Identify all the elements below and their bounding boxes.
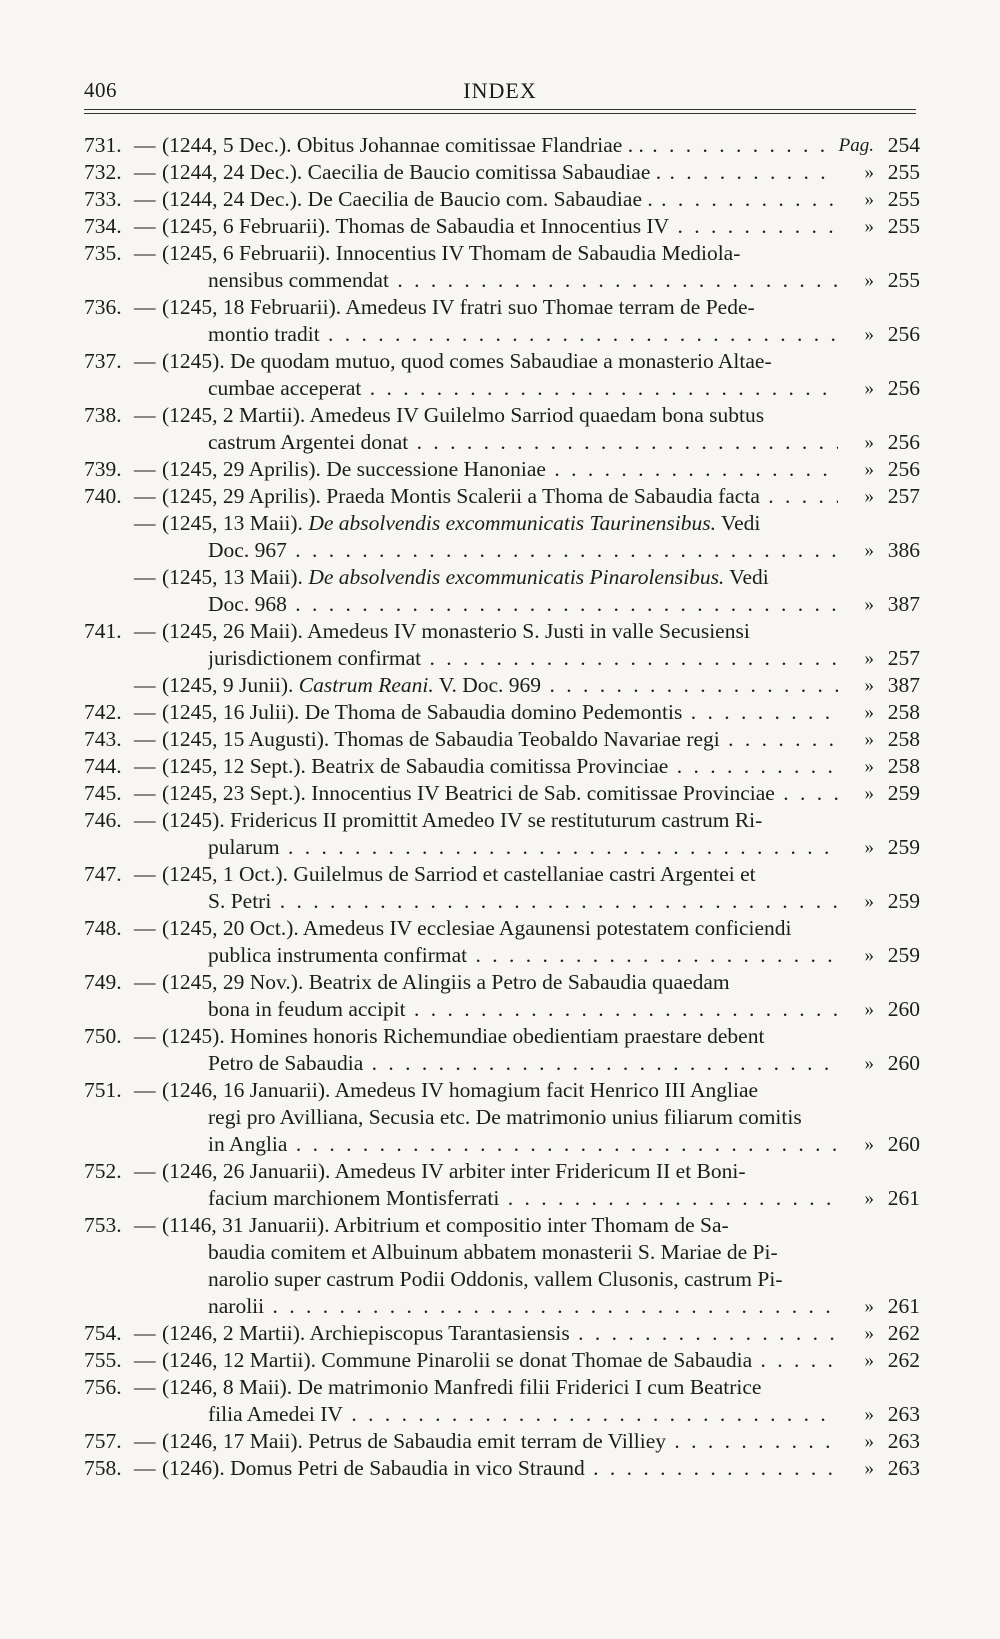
entry-dash: —: [134, 403, 156, 427]
index-entry: [84, 807, 920, 861]
entry-text: (1245, 26 Maii). Amedeus IV monasterio S. Justi in valle Secusiensi: [162, 619, 750, 643]
page-reference: 256: [887, 430, 920, 454]
entry-text: (1245). De quodam mutuo, quod comes Sabaudiae a monasterio Altae-: [162, 349, 772, 373]
entry-text: (1245, 2 Martii). Amedeus IV Guilelmo Sarriod quaedam bona subtus: [162, 403, 765, 427]
entry-text: filia Amedei IV . . .: [208, 1401, 838, 1428]
entry-line: [84, 726, 920, 753]
entry-number: 757.: [84, 1429, 122, 1453]
page-reference: 255: [887, 214, 920, 238]
entry-line: [84, 699, 920, 726]
page-ref-marker: »: [864, 1350, 874, 1371]
page-ref-marker: »: [864, 1188, 874, 1209]
entry-text: (1244, 24 Dec.). Caecilia de Baucio comitissa Sabaudiae . . . .: [162, 159, 838, 186]
entry-text: narolii . . .: [208, 1293, 838, 1320]
entry-text: (1244, 5 Dec.). Obitus Johannae comitissae Flandriae . . . . .: [162, 132, 838, 159]
page-ref-marker: »: [864, 432, 874, 453]
running-head: INDEX: [463, 78, 537, 103]
page-ref-marker: »: [864, 648, 874, 669]
entry-text: (1245, 16 Julii). De Thoma de Sabaudia domino Pedemontis . . .: [162, 699, 838, 726]
entry-text: narolio super castrum Podii Oddonis, vallem Clusonis, castrum Pi-: [208, 1267, 783, 1291]
index-entry: [84, 1455, 920, 1482]
index-entry: [84, 1023, 920, 1077]
entry-number: 758.: [84, 1456, 122, 1480]
entry-text: (1146, 31 Januarii). Arbitrium et compositio inter Thomam de Sa-: [162, 1213, 729, 1237]
page-reference: 255: [887, 187, 920, 211]
page-reference: 257: [887, 646, 920, 670]
entry-line: [84, 1266, 920, 1293]
entry-dash: —: [134, 673, 156, 697]
entry-text: (1245, 6 Februarii). Innocentius IV Thomam de Sabaudia Mediola-: [162, 241, 741, 265]
entry-dash: —: [134, 1429, 156, 1453]
entry-line: [84, 402, 920, 429]
page-ref-marker: »: [864, 945, 874, 966]
page-ref-marker: »: [864, 756, 874, 777]
page-reference: 262: [887, 1348, 920, 1372]
entry-text: (1245, 9 Junii). Castrum Reani. V. Doc. 969 . . .: [162, 672, 838, 699]
entry-line: [84, 132, 920, 159]
entry-number: 750.: [84, 1024, 122, 1048]
entry-text: montio tradit . . .: [208, 321, 838, 348]
page-ref-marker: »: [864, 189, 874, 210]
page-reference: 256: [887, 322, 920, 346]
entry-line: [84, 213, 920, 240]
entry-dash: —: [134, 1159, 156, 1183]
page-reference: 258: [887, 754, 920, 778]
page-ref-marker: »: [864, 1431, 874, 1452]
page-ref-marker: »: [864, 1323, 874, 1344]
entry-number: 732.: [84, 160, 122, 184]
entry-dash: —: [134, 1213, 156, 1237]
index-entry: [84, 753, 920, 780]
entry-line: [84, 483, 920, 510]
page-ref-marker: »: [864, 270, 874, 291]
index-entry: [84, 618, 920, 672]
entry-text: (1244, 24 Dec.). De Caecilia de Baucio com. Sabaudiae . . . .: [162, 186, 838, 213]
entry-line: [84, 186, 920, 213]
page-ref-marker: »: [864, 162, 874, 183]
entry-line: [84, 294, 920, 321]
entry-dash: —: [134, 1348, 156, 1372]
index-entry: [84, 726, 920, 753]
header-rule-thin: [84, 113, 916, 114]
entry-text: (1246, 26 Januarii). Amedeus IV arbiter inter Fridericum II et Boni-: [162, 1159, 746, 1183]
page-reference: 259: [887, 943, 920, 967]
entry-text: (1245, 29 Nov.). Beatrix de Alingiis a Petro de Sabaudia quaedam: [162, 970, 730, 994]
index-entry: [84, 699, 920, 726]
entry-number: 752.: [84, 1159, 122, 1183]
page-reference: 259: [887, 889, 920, 913]
page-reference: 261: [887, 1294, 920, 1318]
index-entry: [84, 159, 920, 186]
entry-line: [84, 348, 920, 375]
entry-text: (1246). Domus Petri de Sabaudia in vico Straund . . .: [162, 1455, 838, 1482]
entry-text: (1245, 29 Aprilis). Praeda Montis Scalerii a Thoma de Sabaudia facta . . .: [162, 483, 838, 510]
entry-dash: —: [134, 619, 156, 643]
entry-line: [84, 564, 920, 591]
entry-dash: —: [134, 916, 156, 940]
entry-text: (1245, 13 Maii). De absolvendis excommunicatis Taurinensibus. Vedi: [162, 511, 761, 535]
entry-text: Doc. 968 . . .: [208, 591, 838, 618]
header-rule: [84, 109, 916, 110]
entry-number: 755.: [84, 1348, 122, 1372]
index-entry: [84, 1347, 920, 1374]
index-entry: [84, 294, 920, 348]
index-entry: [84, 672, 920, 699]
entry-line: [84, 1212, 920, 1239]
entry-line: [84, 942, 920, 969]
entry-number: 746.: [84, 808, 122, 832]
page-reference: 259: [887, 835, 920, 859]
entry-line: [84, 1185, 920, 1212]
entry-dash: —: [134, 457, 156, 481]
page-reference: 262: [887, 1321, 920, 1345]
page-ref-marker: »: [864, 999, 874, 1020]
page-ref-marker: »: [864, 837, 874, 858]
entry-text: castrum Argentei donat . . .: [208, 429, 838, 456]
page-reference: 260: [887, 1132, 920, 1156]
entry-number: 749.: [84, 970, 122, 994]
page-reference: 257: [887, 484, 920, 508]
entry-line: [84, 159, 920, 186]
entry-text: (1246, 2 Martii). Archiepiscopus Tarantasiensis . . .: [162, 1320, 838, 1347]
entry-number: 737.: [84, 349, 122, 373]
entry-line: [84, 1158, 920, 1185]
entry-text: publica instrumenta confirmat . . .: [208, 942, 838, 969]
entry-line: [84, 1455, 920, 1482]
entry-text: (1245, 1 Oct.). Guilelmus de Sarriod et castellaniae castri Argentei et: [162, 862, 756, 886]
entry-dash: —: [134, 700, 156, 724]
entry-dash: —: [134, 754, 156, 778]
entry-number: 753.: [84, 1213, 122, 1237]
entry-dash: —: [134, 1375, 156, 1399]
index-entries: [84, 132, 920, 1482]
page-ref-marker: »: [864, 486, 874, 507]
entry-line: [84, 969, 920, 996]
entry-dash: —: [134, 349, 156, 373]
index-entry: [84, 1077, 920, 1158]
page-reference: 258: [887, 700, 920, 724]
page-ref-marker: »: [864, 1134, 874, 1155]
entry-dash: —: [134, 727, 156, 751]
entry-dash: —: [134, 1321, 156, 1345]
entry-text: (1246, 17 Maii). Petrus de Sabaudia emit terram de Villiey . . .: [162, 1428, 838, 1455]
index-entry: [84, 1320, 920, 1347]
page-reference: 387: [887, 673, 920, 697]
entry-number: 743.: [84, 727, 122, 751]
entry-line: [84, 1050, 920, 1077]
index-entry: [84, 1428, 920, 1455]
page-ref-marker: »: [864, 1053, 874, 1074]
entry-line: [84, 861, 920, 888]
entry-line: [84, 1131, 920, 1158]
index-entry: [84, 213, 920, 240]
entry-number: 754.: [84, 1321, 122, 1345]
entry-dash: —: [134, 241, 156, 265]
page-reference: 255: [887, 268, 920, 292]
page-reference: 258: [887, 727, 920, 751]
entry-line: [84, 888, 920, 915]
page-ref-marker: Pag.: [838, 135, 874, 156]
page-reference: 260: [887, 997, 920, 1021]
entry-number: 736.: [84, 295, 122, 319]
entry-text: Doc. 967 . . .: [208, 537, 838, 564]
entry-number: 735.: [84, 241, 122, 265]
entry-number: 739.: [84, 457, 122, 481]
entry-line: [84, 807, 920, 834]
entry-text: regi pro Avilliana, Secusia etc. De matrimonio unius filiarum comitis: [208, 1105, 802, 1129]
entry-line: [84, 1374, 920, 1401]
page-reference: 386: [887, 538, 920, 562]
entry-text: (1245, 20 Oct.). Amedeus IV ecclesiae Agaunensi potestatem conficiendi: [162, 916, 792, 940]
entry-number: 744.: [84, 754, 122, 778]
index-entry: [84, 780, 920, 807]
page-ref-marker: »: [864, 1296, 874, 1317]
index-entry: [84, 132, 920, 159]
page-reference: 263: [887, 1429, 920, 1453]
entry-line: [84, 510, 920, 537]
entry-dash: —: [134, 160, 156, 184]
page-ref-marker: »: [864, 1458, 874, 1479]
index-entry: [84, 1374, 920, 1428]
page-reference: 387: [887, 592, 920, 616]
entry-dash: —: [134, 808, 156, 832]
entry-text: (1245, 15 Augusti). Thomas de Sabaudia Teobaldo Navariae regi . . .: [162, 726, 838, 753]
page-reference: 260: [887, 1051, 920, 1075]
entry-line: [84, 1023, 920, 1050]
entry-text: (1245, 29 Aprilis). De successione Hanoniae . . .: [162, 456, 838, 483]
entry-text: nensibus commendat . . .: [208, 267, 838, 294]
entry-text: (1246, 12 Martii). Commune Pinarolii se donat Thomae de Sabaudia . . .: [162, 1347, 838, 1374]
entry-text: in Anglia . . .: [208, 1131, 838, 1158]
index-entry: [84, 402, 920, 456]
page-ref-marker: »: [864, 594, 874, 615]
entry-dash: —: [134, 214, 156, 238]
entry-text: facium marchionem Montisferrati . . .: [208, 1185, 838, 1212]
entry-number: 740.: [84, 484, 122, 508]
entry-text: (1245, 13 Maii). De absolvendis excommunicatis Pinarolensibus. Vedi: [162, 565, 769, 589]
entry-line: [84, 996, 920, 1023]
entry-dash: —: [134, 484, 156, 508]
index-entry: [84, 348, 920, 402]
entry-dash: —: [134, 1024, 156, 1048]
page-reference: 259: [887, 781, 920, 805]
entry-text: (1245, 18 Februarii). Amedeus IV fratri suo Thomae terram de Pede-: [162, 295, 755, 319]
entry-text: jurisdictionem confirmat . . .: [208, 645, 838, 672]
entry-text: (1245, 23 Sept.). Innocentius IV Beatrici de Sab. comitissae Provinciae . . .: [162, 780, 838, 807]
page-ref-marker: »: [864, 729, 874, 750]
entry-text: S. Petri . . .: [208, 888, 838, 915]
entry-number: 747.: [84, 862, 122, 886]
entry-line: [84, 1293, 920, 1320]
entry-dash: —: [134, 565, 156, 589]
entry-line: [84, 240, 920, 267]
entry-dash: —: [134, 187, 156, 211]
index-entry: [84, 456, 920, 483]
index-entry: [84, 564, 920, 618]
page-reference: 263: [887, 1402, 920, 1426]
page-reference: 263: [887, 1456, 920, 1480]
index-entry: [84, 1212, 920, 1320]
entry-number: 733.: [84, 187, 122, 211]
page-ref-marker: »: [864, 459, 874, 480]
entry-text: bona in feudum accipit . . .: [208, 996, 838, 1023]
page-ref-marker: »: [864, 378, 874, 399]
entry-line: [84, 456, 920, 483]
entry-number: 731.: [84, 133, 122, 157]
entry-line: [84, 915, 920, 942]
entry-line: [84, 1401, 920, 1428]
entry-text: pularum . . .: [208, 834, 838, 861]
entry-number: 745.: [84, 781, 122, 805]
entry-number: 741.: [84, 619, 122, 643]
entry-text: (1245, 6 Februarii). Thomas de Sabaudia et Innocentius IV . . .: [162, 213, 838, 240]
page-reference: 261: [887, 1186, 920, 1210]
entry-dash: —: [134, 970, 156, 994]
page-ref-marker: »: [864, 540, 874, 561]
page-ref-marker: »: [864, 675, 874, 696]
entry-line: [84, 780, 920, 807]
page-ref-marker: »: [864, 702, 874, 723]
page-number: 406: [84, 78, 117, 102]
index-entry: [84, 1158, 920, 1212]
entry-line: [84, 267, 920, 294]
entry-line: [84, 645, 920, 672]
entry-dash: —: [134, 133, 156, 157]
entry-line: [84, 834, 920, 861]
entry-text: (1245). Fridericus II promittit Amedeo IV se restituturum castrum Ri-: [162, 808, 763, 832]
entry-number: 748.: [84, 916, 122, 940]
entry-number: 742.: [84, 700, 122, 724]
entry-number: 751.: [84, 1078, 122, 1102]
entry-dash: —: [134, 781, 156, 805]
page-ref-marker: »: [864, 891, 874, 912]
entry-number: 734.: [84, 214, 122, 238]
entry-line: [84, 1347, 920, 1374]
entry-dash: —: [134, 1078, 156, 1102]
entry-line: [84, 1104, 920, 1131]
page-reference: 255: [887, 160, 920, 184]
entry-line: [84, 753, 920, 780]
entry-line: [84, 591, 920, 618]
entry-line: [84, 618, 920, 645]
entry-dash: —: [134, 862, 156, 886]
entry-text: (1245). Homines honoris Richemundiae obedientiam praestare debent: [162, 1024, 765, 1048]
index-entry: [84, 186, 920, 213]
entry-text: cumbae acceperat . . .: [208, 375, 838, 402]
index-entry: [84, 510, 920, 564]
entry-line: [84, 1320, 920, 1347]
entry-dash: —: [134, 1456, 156, 1480]
entry-dash: —: [134, 295, 156, 319]
entry-line: [84, 1077, 920, 1104]
entry-number: 738.: [84, 403, 122, 427]
page-reference: 256: [887, 457, 920, 481]
entry-line: [84, 537, 920, 564]
entry-dash: —: [134, 511, 156, 535]
entry-line: [84, 672, 920, 699]
page-ref-marker: »: [864, 1404, 874, 1425]
index-entry: [84, 861, 920, 915]
entry-text: (1246, 16 Januarii). Amedeus IV homagium facit Henrico III Angliae: [162, 1078, 759, 1102]
entry-line: [84, 375, 920, 402]
index-entry: [84, 969, 920, 1023]
index-entry: [84, 240, 920, 294]
entry-line: [84, 321, 920, 348]
entry-number: 756.: [84, 1375, 122, 1399]
page-reference: 254: [887, 133, 920, 157]
index-entry: [84, 483, 920, 510]
page-ref-marker: »: [864, 324, 874, 345]
page-ref-marker: »: [864, 216, 874, 237]
entry-text: Petro de Sabaudia . . .: [208, 1050, 838, 1077]
index-entry: [84, 915, 920, 969]
entry-text: baudia comitem et Albuinum abbatem monasterii S. Mariae de Pi-: [208, 1240, 778, 1264]
entry-text: (1246, 8 Maii). De matrimonio Manfredi filii Friderici I cum Beatrice: [162, 1375, 762, 1399]
entry-line: [84, 429, 920, 456]
entry-line: [84, 1239, 920, 1266]
entry-line: [84, 1428, 920, 1455]
page-ref-marker: »: [864, 783, 874, 804]
entry-text: (1245, 12 Sept.). Beatrix de Sabaudia comitissa Provinciae . . .: [162, 753, 838, 780]
page-reference: 256: [887, 376, 920, 400]
